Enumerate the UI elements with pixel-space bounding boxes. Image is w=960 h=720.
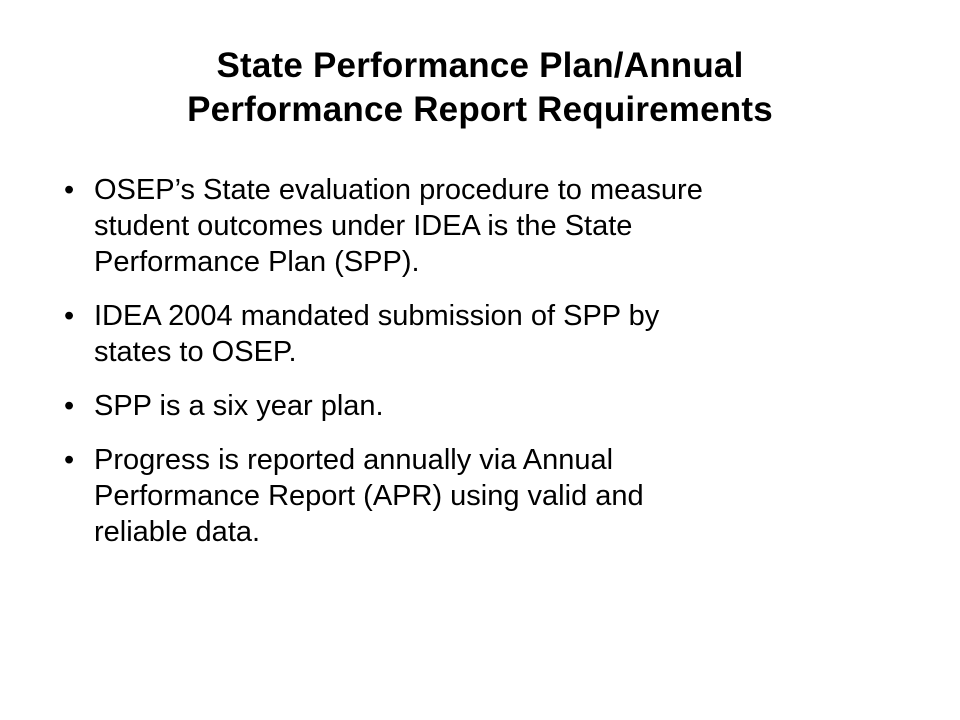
bullet-text-line: Performance Plan (SPP). xyxy=(94,246,420,278)
bullet-dot-icon: • xyxy=(64,390,75,422)
slide-title xyxy=(60,44,900,132)
slide-title-line-1: State Performance Plan/Annual xyxy=(216,46,744,85)
bullet-text-line: OSEP’s State evaluation procedure to measure xyxy=(94,174,703,206)
bullet-item-spp-definition xyxy=(64,172,854,280)
bullet-dot-icon: • xyxy=(64,300,75,332)
bullet-text-line: Performance Report (APR) using valid and xyxy=(94,480,644,512)
bullet-dot-icon: • xyxy=(64,174,75,206)
bullet-list xyxy=(64,172,854,568)
bullet-text-line: SPP is a six year plan. xyxy=(94,390,384,422)
bullet-item-six-year-plan xyxy=(64,388,854,424)
bullet-text-line: states to OSEP. xyxy=(94,336,297,368)
bullet-item-apr-progress xyxy=(64,442,854,550)
bullet-text-line: Progress is reported annually via Annual xyxy=(94,444,614,476)
bullet-dot-icon: • xyxy=(64,444,75,476)
bullet-item-idea-2004 xyxy=(64,298,854,370)
bullet-text-line: IDEA 2004 mandated submission of SPP by xyxy=(94,300,660,332)
bullet-text-line: student outcomes under IDEA is the State xyxy=(94,210,633,242)
bullet-text-line: reliable data. xyxy=(94,516,261,548)
slide-title-line-2: Performance Report Requirements xyxy=(187,90,773,129)
